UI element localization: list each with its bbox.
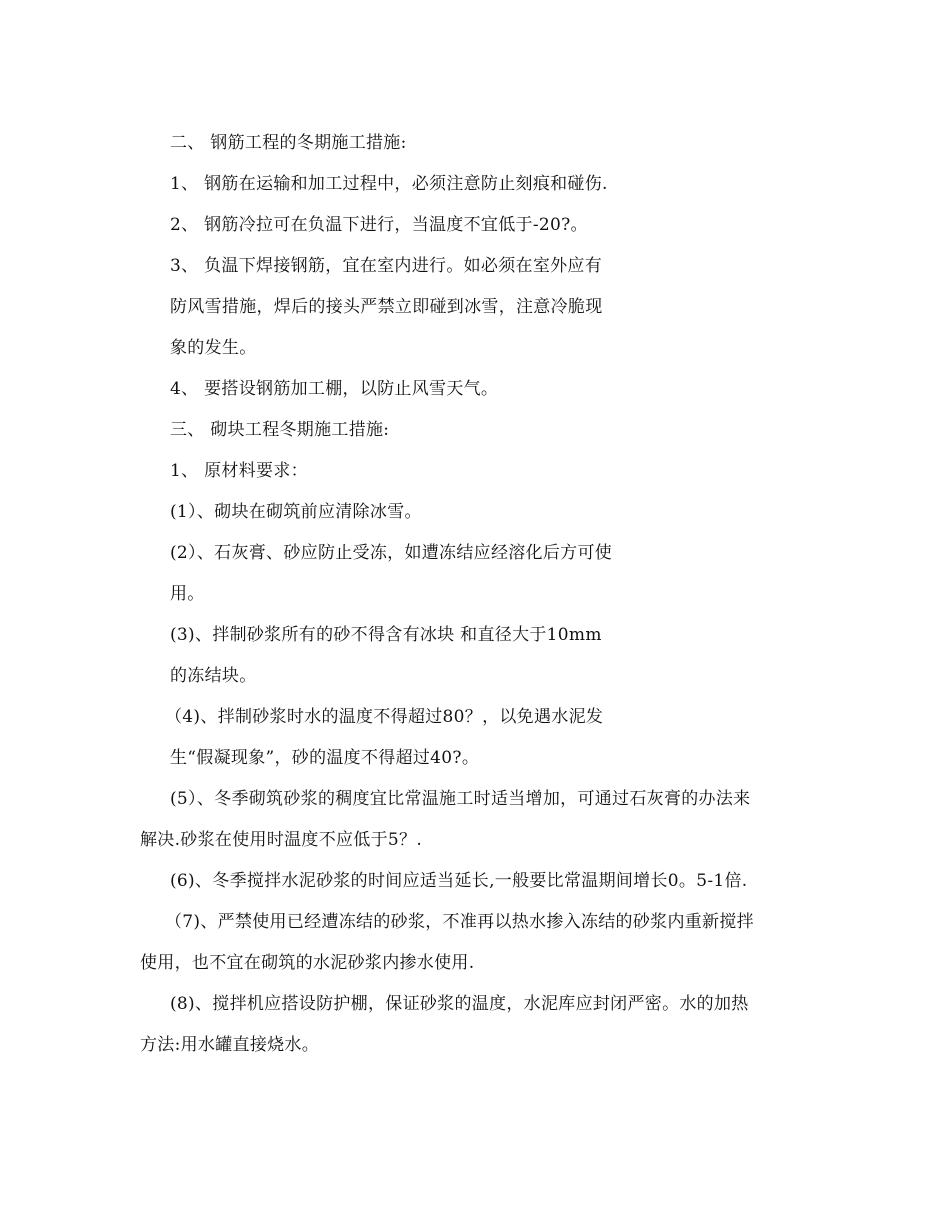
rebar-item-2: 2、 钢筋冷拉可在负温下进行，当温度不宜低于-20?。 <box>170 215 588 235</box>
masonry-subitem-4: （4)、拌制砂浆时水的温度不得超过80？，以免遇水泥发 <box>165 707 604 727</box>
rebar-item-1: 1、 钢筋在运输和加工过程中，必须注意防止刻痕和碰伤. <box>170 174 608 194</box>
masonry-subitem-6: (6)、冬季搅拌水泥砂浆的时间应适当延长,一般要比常温期间增长0。5-1倍. <box>170 871 748 891</box>
masonry-subitem-2: (2）、石灰膏、砂应防止受冻，如遭冻结应经溶化后方可使 <box>170 543 613 563</box>
masonry-subitem-7: （7)、严禁使用已经遭冻结的砂浆，不准再以热水掺入冻结的砂浆内重新搅拌 <box>165 912 754 932</box>
masonry-subitem-8: (8)、搅拌机应搭设防护棚，保证砂浆的温度，水泥库应封闭严密。水的加热 <box>170 994 749 1014</box>
section-heading-rebar: 二、 钢筋工程的冬期施工措施: <box>170 133 407 153</box>
masonry-subitem-4-cont: 生“假凝现象”，砂的温度不得超过40?。 <box>170 748 480 768</box>
masonry-item-1: 1、 原材料要求： <box>170 461 308 481</box>
section-heading-masonry: 三、 砌块工程冬期施工措施: <box>170 420 390 440</box>
masonry-subitem-5: (5）、冬季砌筑砂浆的稠度宜比常温施工时适当增加，可通过石灰膏的办法来 <box>170 789 751 809</box>
rebar-item-3-cont-2: 象的发生。 <box>170 338 257 358</box>
masonry-subitem-7-cont: 使用，也不宜在砌筑的水泥砂浆内掺水使用. <box>140 953 475 973</box>
masonry-subitem-8-cont: 方法:用水罐直接烧水。 <box>140 1035 320 1055</box>
masonry-subitem-3-cont: 的冻结块。 <box>170 666 257 686</box>
masonry-subitem-1: (1）、砌块在砌筑前应清除冰雪。 <box>170 502 422 522</box>
rebar-item-3: 3、 负温下焊接钢筋，宜在室内进行。如必须在室外应有 <box>170 256 603 276</box>
masonry-subitem-3: (3)、拌制砂浆所有的砂不得含有冰块 和直径大于10mm <box>170 625 602 645</box>
masonry-subitem-2-cont: 用。 <box>170 584 205 604</box>
masonry-subitem-5-cont: 解决.砂浆在使用时温度不应低于5？. <box>140 830 423 850</box>
rebar-item-4: 4、 要搭设钢筋加工棚，以防止风雪天气。 <box>170 379 499 399</box>
rebar-item-3-cont-1: 防风雪措施，焊后的接头严禁立即碰到冰雪，注意冷脆现 <box>170 297 603 317</box>
